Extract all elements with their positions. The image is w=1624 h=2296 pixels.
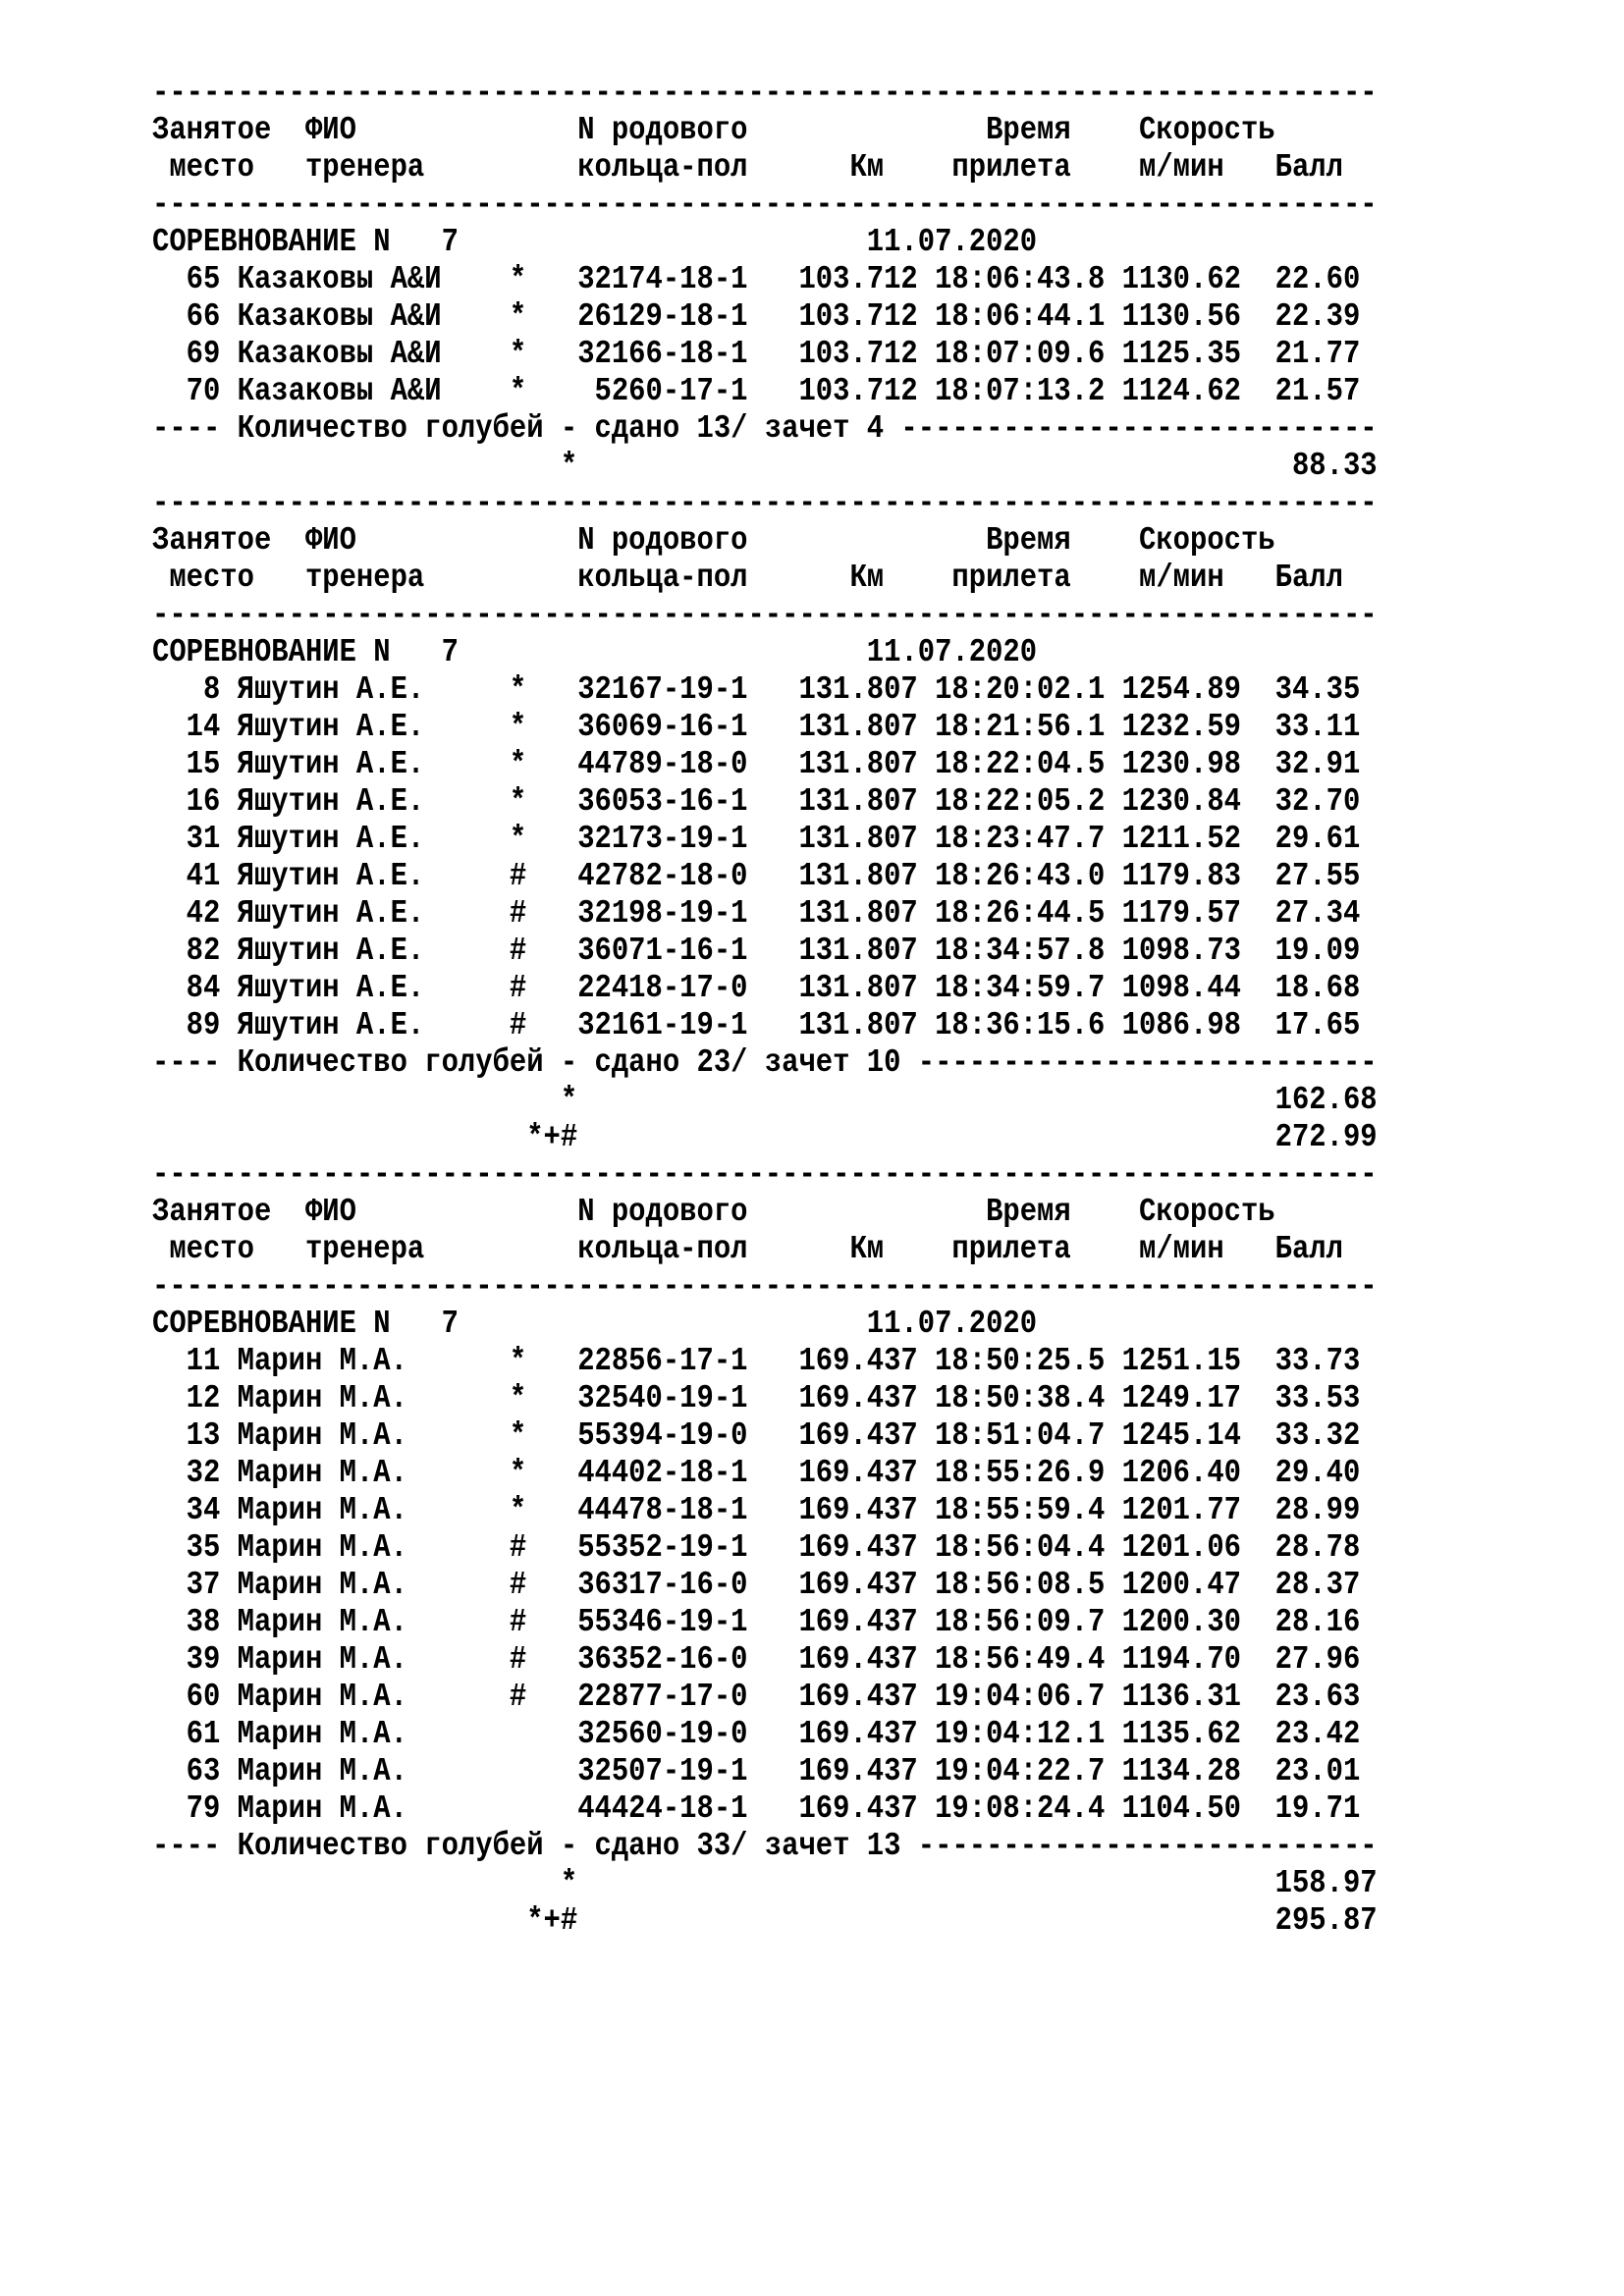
summary-line: ---- Количество голубей - сдано 13/ зачет 4 ----------------------------	[152, 410, 1378, 447]
column-header: Занятое ФИО N родового Время Скорость	[152, 112, 1275, 148]
result-row: 42 Яшутин А.Е. # 32198-19-1 131.807 18:26:44.5 1179.57 27.34	[152, 895, 1361, 932]
result-row: 89 Яшутин А.Е. # 32161-19-1 131.807 18:36:15.6 1086.98 17.65	[152, 1007, 1361, 1043]
separator-line: ------------------------------------------------------------------------	[152, 1156, 1378, 1193]
result-row: 84 Яшутин А.Е. # 22418-17-0 131.807 18:34:59.7 1098.44 18.68	[152, 970, 1361, 1006]
competition-title: СОРЕВНОВАНИЕ N 7 11.07.2020	[152, 1306, 1038, 1342]
result-row: 63 Марин М.А. 32507-19-1 169.437 19:04:22.7 1134.28 23.01	[152, 1753, 1361, 1789]
result-row: 69 Казаковы А&И * 32166-18-1 103.712 18:07:09.6 1125.35 21.77	[152, 336, 1361, 372]
total-line: * 88.33	[152, 448, 1378, 484]
column-header: место тренера кольца-пол Км прилета м/мин Балл	[152, 560, 1343, 596]
separator-line: ------------------------------------------------------------------------	[152, 597, 1378, 633]
summary-line: ---- Количество голубей - сдано 23/ зачет 10 ---------------------------	[152, 1044, 1378, 1081]
result-row: 35 Марин М.А. # 55352-19-1 169.437 18:56:04.4 1201.06 28.78	[152, 1529, 1361, 1566]
separator-line: ------------------------------------------------------------------------	[152, 485, 1378, 521]
total-line: * 158.97	[152, 1865, 1378, 1901]
result-row: 8 Яшутин А.Е. * 32167-19-1 131.807 18:20:02.1 1254.89 34.35	[152, 671, 1361, 708]
separator-line: ------------------------------------------------------------------------	[152, 75, 1378, 111]
result-row: 32 Марин М.А. * 44402-18-1 169.437 18:55:26.9 1206.40 29.40	[152, 1455, 1361, 1491]
separator-line: ------------------------------------------------------------------------	[152, 1268, 1378, 1305]
column-header: Занятое ФИО N родового Время Скорость	[152, 1194, 1275, 1230]
total-line: *+# 272.99	[152, 1119, 1378, 1155]
result-row: 12 Марин М.А. * 32540-19-1 169.437 18:50:38.4 1249.17 33.53	[152, 1380, 1361, 1416]
result-row: 13 Марин М.А. * 55394-19-0 169.437 18:51:04.7 1245.14 33.32	[152, 1417, 1361, 1454]
result-row: 82 Яшутин А.Е. # 36071-16-1 131.807 18:34:57.8 1098.73 19.09	[152, 933, 1361, 969]
result-row: 61 Марин М.А. 32560-19-0 169.437 19:04:12.1 1135.62 23.42	[152, 1716, 1361, 1752]
summary-line: ---- Количество голубей - сдано 33/ зачет 13 ---------------------------	[152, 1828, 1378, 1864]
result-row: 16 Яшутин А.Е. * 36053-16-1 131.807 18:22:05.2 1230.84 32.70	[152, 783, 1361, 820]
column-header: место тренера кольца-пол Км прилета м/мин Балл	[152, 149, 1343, 186]
column-header: место тренера кольца-пол Км прилета м/мин Балл	[152, 1231, 1343, 1267]
result-row: 37 Марин М.А. # 36317-16-0 169.437 18:56:08.5 1200.47 28.37	[152, 1567, 1361, 1603]
separator-line: ------------------------------------------------------------------------	[152, 187, 1378, 223]
result-row: 65 Казаковы А&И * 32174-18-1 103.712 18:06:43.8 1130.62 22.60	[152, 261, 1361, 297]
result-row: 38 Марин М.А. # 55346-19-1 169.437 18:56:09.7 1200.30 28.16	[152, 1604, 1361, 1640]
result-row: 39 Марин М.А. # 36352-16-0 169.437 18:56:49.4 1194.70 27.96	[152, 1641, 1361, 1678]
competition-title: СОРЕВНОВАНИЕ N 7 11.07.2020	[152, 224, 1038, 260]
result-row: 70 Казаковы А&И * 5260-17-1 103.712 18:07:13.2 1124.62 21.57	[152, 373, 1361, 409]
result-row: 31 Яшутин А.Е. * 32173-19-1 131.807 18:23:47.7 1211.52 29.61	[152, 821, 1361, 857]
result-row: 11 Марин М.А. * 22856-17-1 169.437 18:50:25.5 1251.15 33.73	[152, 1343, 1361, 1379]
result-row: 79 Марин М.А. 44424-18-1 169.437 19:08:24.4 1104.50 19.71	[152, 1790, 1361, 1827]
result-row: 15 Яшутин А.Е. * 44789-18-0 131.807 18:22:04.5 1230.98 32.91	[152, 746, 1361, 782]
result-row: 66 Казаковы А&И * 26129-18-1 103.712 18:06:44.1 1130.56 22.39	[152, 298, 1361, 335]
total-line: *+# 295.87	[152, 1902, 1378, 1939]
result-row: 14 Яшутин А.Е. * 36069-16-1 131.807 18:21:56.1 1232.59 33.11	[152, 709, 1361, 745]
result-row: 41 Яшутин А.Е. # 42782-18-0 131.807 18:26:43.0 1179.83 27.55	[152, 858, 1361, 894]
competition-title: СОРЕВНОВАНИЕ N 7 11.07.2020	[152, 634, 1038, 670]
total-line: * 162.68	[152, 1082, 1378, 1118]
result-row: 34 Марин М.А. * 44478-18-1 169.437 18:55:59.4 1201.77 28.99	[152, 1492, 1361, 1528]
results-printout	[152, 75, 1378, 1940]
result-row: 60 Марин М.А. # 22877-17-0 169.437 19:04:06.7 1136.31 23.63	[152, 1679, 1361, 1715]
column-header: Занятое ФИО N родового Время Скорость	[152, 522, 1275, 559]
